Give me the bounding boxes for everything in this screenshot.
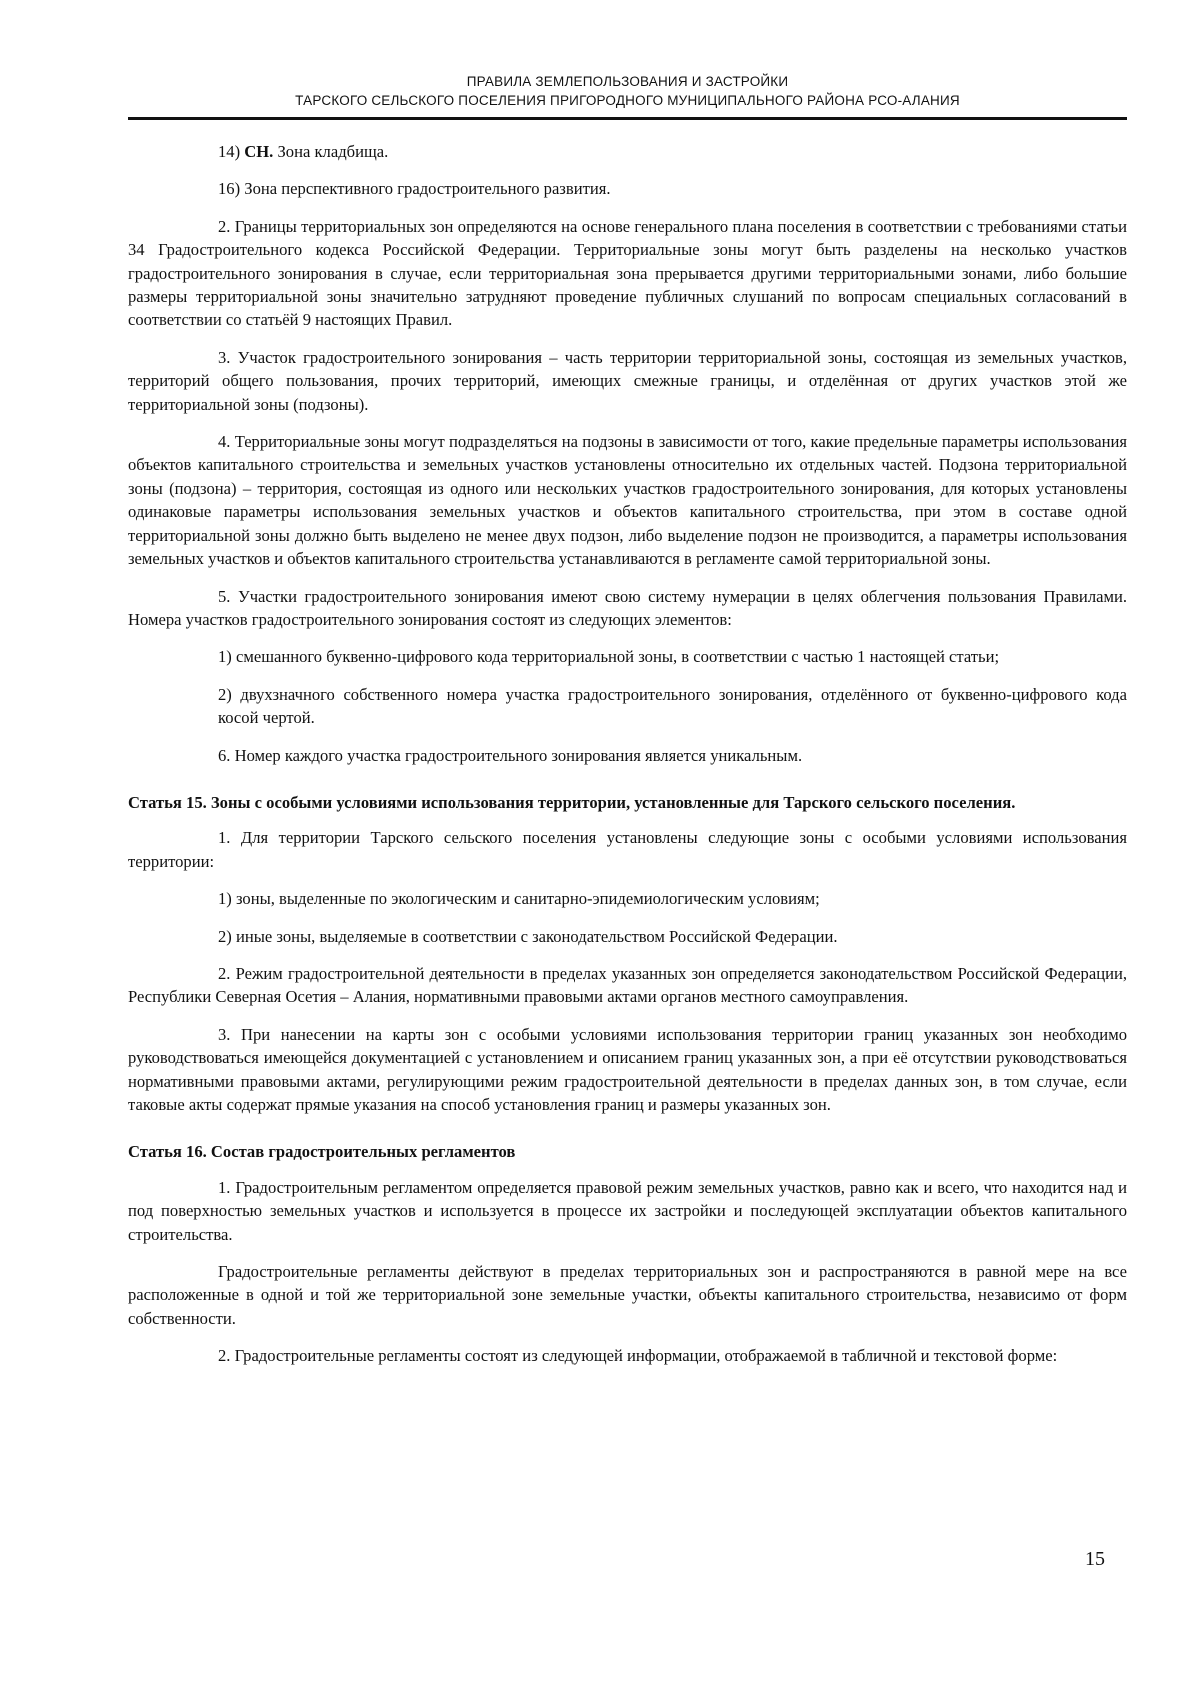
document-header [128,72,1127,110]
article-15-heading: Статья 15. Зоны с особыми условиями использования территории, установленные для Тарского сельского поселения. [128,792,1016,812]
list-item: 2) иные зоны, выделяемые в соответствии с законодательством Российской Федерации. [218,926,838,946]
zone-code: СН. [244,142,274,161]
list-item: 1) смешанного буквенно-цифрового кода территориальной зоны, в соответствии с частью 1 настоящей статьи; [218,647,1000,667]
article-16-paragraph-1: 1. Градостроительным регламентом определяется правовой режим земельных участков, равно как и всего, что находится над и под поверхностью земельных участков и используется в процессе их застройки и последующей эксплуатации объектов капитального строительства. [128,1177,1127,1244]
article-16-paragraph-2: 2. Градостроительные регламенты состоят из следующей информации, отображаемой в табличной и текстовой форме: [218,1346,1058,1366]
paragraph-2: 2. Границы территориальных зон определяются на основе генерального плана поселения в соответствии с требованиями статьи 34 Градостроительного кодекса Российской Федерации. Территориальные зоны могут быть разделены на несколько участков градостроительного зонирования в случае, если территориальная зона прерывается другими территориальными зонами, либо большие размеры территориальной зоны значительно затрудняют проведение публичных слушаний по вопросам специальных согласований в соответствии со статьёй 9 настоящих Правил. [128,216,1127,330]
list-item: 1) зоны, выделенные по экологическим и санитарно-эпидемиологическим условиям; [218,889,820,909]
page-number: 15 [1085,1548,1105,1570]
document-body [128,140,1127,1382]
article-16-paragraph-1b: Градостроительные регламенты действуют в пределах территориальных зон и распространяются в равной мере на все расположенные в одной и той же территориальной зоне земельные участки, объекты капитального строительства, независимо от форм собственности. [128,1262,1127,1328]
header-title-line1: ПРАВИЛА ЗЕМЛЕПОЛЬЗОВАНИЯ И ЗАСТРОЙКИ [466,74,789,89]
article-15-paragraph-1: 1. Для территории Тарского сельского поселения установлены следующие зоны с особыми условиями использования территории: [128,828,1127,871]
zone-item-14: 14) СН. Зона кладбища. [218,142,389,161]
header-divider [128,117,1127,120]
paragraph-6: 6. Номер каждого участка градостроительного зонирования является уникальным. [218,745,803,765]
header-title-line2: ТАРСКОГО СЕЛЬСКОГО ПОСЕЛЕНИЯ ПРИГОРОДНОГО МУНИЦИПАЛЬНОГО РАЙОНА РСО-АЛАНИЯ [295,93,960,108]
paragraph-5: 5. Участки градостроительного зонирования имеют свою систему нумерации в целях облегчения пользования Правилами. Номера участков градостроительного зонирования состоят из следующих элементов: [128,586,1127,629]
paragraph-4: 4. Территориальные зоны могут подразделяться на подзоны в зависимости от того, какие предельные параметры использования объектов капитального строительства и земельных участков установлены относительно их отдельных частей. Подзона территориальной зоны (подзона) – территория, состоящая из одного или нескольких участков градостроительного зонирования, для которых установлены одинаковые параметры использования земельных участков и объектов капитального строительства, при этом в составе одной территориальной зоны должно быть выделено не менее двух подзон, либо выделение подзон не производится, а параметры использования земельных участков и объектов капитального строительства устанавливаются в регламенте самой территориальной зоны. [128,432,1127,569]
article-16-heading: Статья 16. Состав градостроительных регламентов [128,1142,516,1162]
zone-item-16: 16) Зона перспективного градостроительного развития. [218,179,611,199]
article-15-paragraph-2: 2. Режим градостроительной деятельности в пределах указанных зон определяется законодательством Российской Федерации, Республики Северная Осетия – Алания, нормативными правовыми актами органов местного самоуправления. [128,963,1127,1007]
list-item: 2) двухзначного собственного номера участка градостроительного зонирования, отделённого от буквенно-цифрового кода косой чертой. [218,684,1127,728]
paragraph-3: 3. Участок градостроительного зонирования – часть территории территориальной зоны, состоящая из земельных участков, территорий общего пользования, прочих территорий, имеющих смежные границы, и отделённая от других участков этой же территориальной зоны (подзоны). [128,347,1127,414]
article-15-paragraph-3: 3. При нанесении на карты зон с особыми условиями использования территории границ указанных зон необходимо руководствоваться имеющейся документацией с установлением и описанием границ указанных зон, а при её отсутствии руководствоваться нормативными правовыми актами, регулирующими режим градостроительной деятельности в пределах данных зон, в том случае, если таковые акты содержат прямые указания на способ установления границ и размеры указанных зон. [128,1024,1127,1114]
